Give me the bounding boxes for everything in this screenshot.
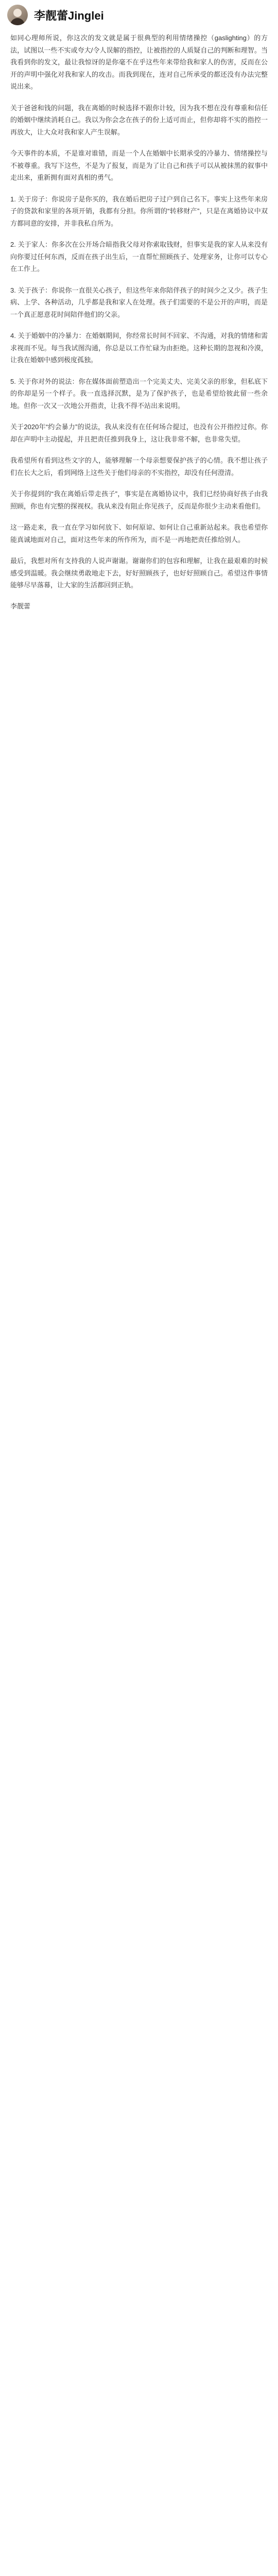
post-paragraph: 4. 关于婚姻中的冷暴力：在婚姻期间，你经常长时间不回家、不沟通，对我的情绪和需求视而不见。每当我试图沟通，你总是以工作忙碌为由拒绝。这种长期的忽视和冷漠，让我在婚姻中感到极度孤独。 (10, 332, 268, 364)
post-paragraph: 今天事件的本质，不是谁对谁错，而是一个人在婚姻中长期承受的冷暴力、情绪操控与不被尊重。我写下这些，不是为了报复，而是为了让自己和孩子可以从被抹黑的叙事中走出来，重新拥有面对真相的勇气。 (10, 149, 268, 181)
post-signature: 李靓蕾 (10, 602, 31, 610)
post-paragraph: 1. 关于房子：你说房子是你买的，我在婚后把房子过户到自己名下。事实上这些年来房子的贷款和家里的各项开销，我都有分担。你所谓的“转移财产”，只是在离婚协议中双方都同意的安排，并非我私自所为。 (10, 195, 268, 227)
post-paragraph: 5. 关于你对外的说法：你在媒体面前塑造出一个完美丈夫、完美父亲的形象，但私底下的你却是另一个样子。我一直选择沉默，是为了保护孩子，也是希望给彼此留一些余地。但你一次又一次地公开指责，让我不得不站出来说明。 (10, 377, 268, 410)
post-paragraph: 这一路走来，我一直在学习如何放下、如何原谅、如何让自己重新站起来。我也希望你能真诚地面对自己，面对这些年来的所作所为，而不是一再地把责任推给别人。 (10, 523, 268, 544)
post-paragraph: 2. 关于家人：你多次在公开场合暗指我父母对你索取钱财，但事实是我的家人从来没有向你要过任何东西，反而在孩子出生后，一直帮忙照顾孩子、处理家务，让你可以专心在工作上。 (10, 241, 268, 273)
post-paragraph: 关于爸爸和钱的问题，我在离婚的时候选择不跟你计较，因为我不想在没有尊重和信任的婚姻中继续消耗自己。我以为你会念在孩子的份上适可而止，但你却将不实的指控一再放大，让大众对我和家人产生误解。 (10, 104, 268, 136)
post-body (0, 29, 278, 611)
post-header (0, 0, 278, 29)
post-paragraph: 如同心理师所说，你这次的发文就是属于很典型的利用情绪操控（gaslighting）的方法，试图以一些不实或夸大/令人误解的指控，让被指控的人质疑自己的判断和理智。当我看到你的发文，最让我惊讶的是你毫不在乎这些年来带给我和家人的伤害，反而在公开的声明中强化对我和家人的攻击。而我到现在，连对自己所承受的都还没有办法完整说出来。 (10, 34, 268, 90)
post-paragraph: 3. 关于孩子：你说你一直很关心孩子，但这些年来你陪伴孩子的时间少之又少。孩子生病、上学、各种活动，几乎都是我和家人在处理。孩子们需要的不是公开的声明，而是一个真正愿意花时间陪伴他们的父亲。 (10, 286, 268, 318)
post-paragraph: 关于2020年“约会暴力”的说法，我从来没有在任何场合提过，也没有公开指控过你。你却在声明中主动提起，并且把责任推到我身上，这让我非常不解，也非常失望。 (10, 423, 268, 443)
post-paragraph: 我希望所有看到这些文字的人，能够理解一个母亲想要保护孩子的心情。我不想让孩子们在长大之后，看到网络上这些关于他们母亲的不实指控，却没有任何澄清。 (10, 456, 268, 477)
author-name[interactable]: 李靓蕾Jinglei (34, 9, 104, 22)
author-avatar[interactable] (7, 5, 28, 25)
post-paragraph: 关于你提到的“我在离婚后带走孩子”，事实是在离婚协议中，我们已经协商好孩子由我照顾，你也有完整的探视权。我从来没有阻止你见孩子，反而是你很少主动来看他们。 (10, 490, 268, 510)
post-paragraph: 最后，我想对所有支持我的人说声谢谢。谢谢你们的包容和理解，让我在最艰难的时候感受到温暖。我会继续勇敢地走下去，好好照顾孩子，也好好照顾自己。希望这件事情能够尽早落幕，让大家的生活都回到正轨。 (10, 557, 268, 589)
